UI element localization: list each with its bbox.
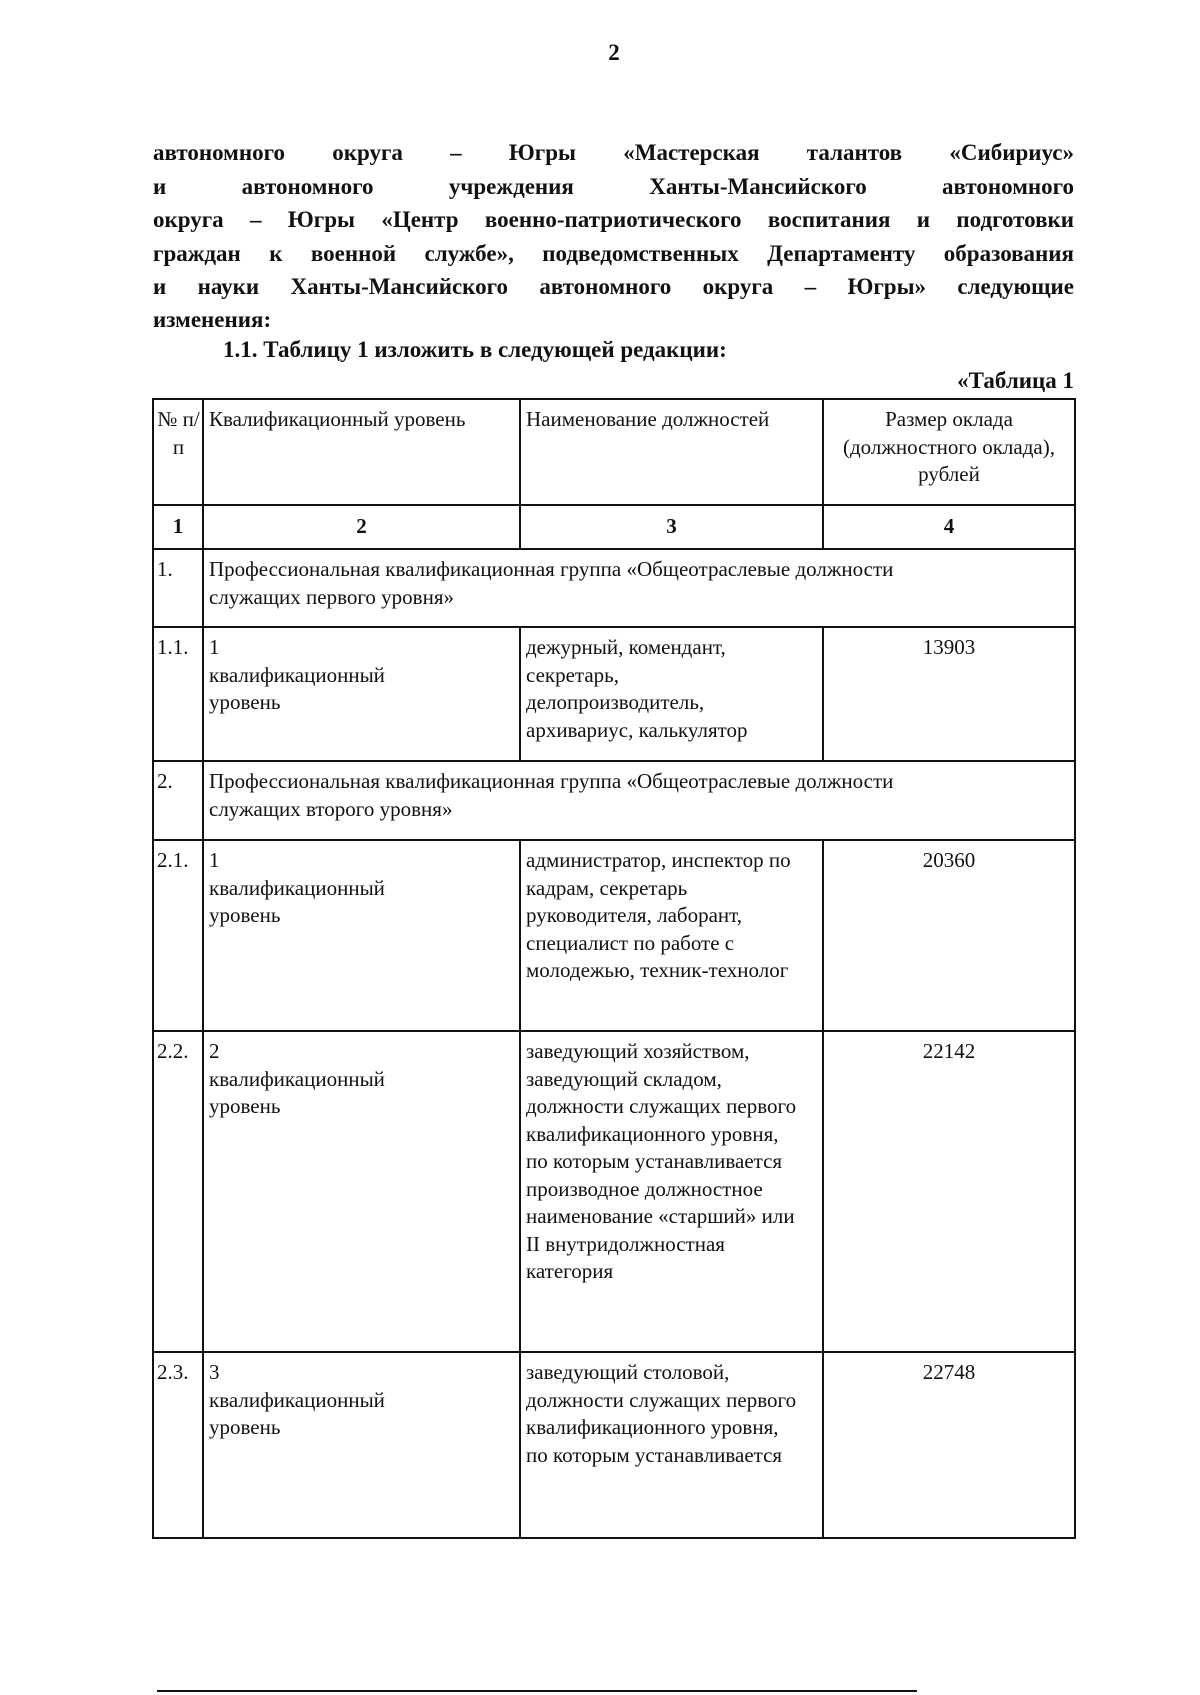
group-title: Профессиональная квалификационная группа «Общеотраслевые должности служащих второго уровня»	[203, 761, 1075, 840]
item-1-1-text: 1.1. Таблицу 1 изложить в следующей редакции:	[223, 337, 727, 362]
group-title: Профессиональная квалификационная группа «Общеотраслевые должности служащих первого уровня»	[203, 549, 1075, 627]
table-row	[153, 840, 1075, 1031]
salary-cell: 22748	[823, 1352, 1075, 1538]
table-caption: «Таблица 1	[957, 368, 1074, 393]
body-line: изменения:	[153, 307, 272, 332]
column-number-row	[153, 505, 1075, 549]
positions-cell: заведующий столовой, должности служащих первого квалификационного уровня, по которым устанавливается	[520, 1352, 823, 1538]
page-number: 2	[608, 40, 620, 65]
body-line: граждан к военной службе», подведомственных Департаменту образования	[153, 241, 1074, 266]
salary-cell: 22142	[823, 1031, 1075, 1352]
row-number: 1.1.	[153, 627, 203, 761]
body-line: округа – Югры «Центр военно-патриотического воспитания и подготовки	[153, 207, 1074, 232]
positions-cell: дежурный, комендант, секретарь, делопроизводитель, архивариус, калькулятор	[520, 627, 823, 761]
row-number: 2.1.	[153, 840, 203, 1031]
row-number: 2.	[153, 761, 203, 840]
salary-cell: 20360	[823, 840, 1075, 1031]
level-cell: 1 квалификационный уровень	[203, 627, 520, 761]
group-row	[153, 549, 1075, 627]
header-number: № п/п	[153, 399, 203, 505]
col-number: 1	[153, 505, 203, 549]
table-row	[153, 1352, 1075, 1538]
header-salary: Размер оклада (должностного оклада), рублей	[823, 399, 1075, 505]
row-number: 2.3.	[153, 1352, 203, 1538]
header-level: Квалификационный уровень	[203, 399, 520, 505]
level-cell: 3 квалификационный уровень	[203, 1352, 520, 1538]
salary-table	[152, 398, 1076, 1539]
row-number: 1.	[153, 549, 203, 627]
positions-cell: администратор, инспектор по кадрам, секретарь руководителя, лаборант, специалист по работе с молодежью, техник-технолог	[520, 840, 823, 1031]
body-line: и науки Ханты-Мансийского автономного округа – Югры» следующие	[153, 274, 1074, 299]
table-row	[153, 1031, 1075, 1352]
level-cell: 1 квалификационный уровень	[203, 840, 520, 1031]
table-row	[153, 627, 1075, 761]
header-positions: Наименование должностей	[520, 399, 823, 505]
col-number: 4	[823, 505, 1075, 549]
body-line: автономного округа – Югры «Мастерская талантов «Сибириус»	[153, 140, 1074, 165]
table-header-row	[153, 399, 1075, 505]
salary-cell: 13903	[823, 627, 1075, 761]
body-line: и автономного учреждения Ханты-Мансийского автономного	[153, 174, 1074, 199]
positions-cell: заведующий хозяйством, заведующий складом, должности служащих первого квалификационного уровня, по которым устанавливается производное должностное наименование «старший» или II внутридолжностная категория	[520, 1031, 823, 1352]
group-row	[153, 761, 1075, 840]
col-number: 2	[203, 505, 520, 549]
level-cell: 2 квалификационный уровень	[203, 1031, 520, 1352]
footer-divider	[157, 1690, 917, 1692]
row-number: 2.2.	[153, 1031, 203, 1352]
col-number: 3	[520, 505, 823, 549]
